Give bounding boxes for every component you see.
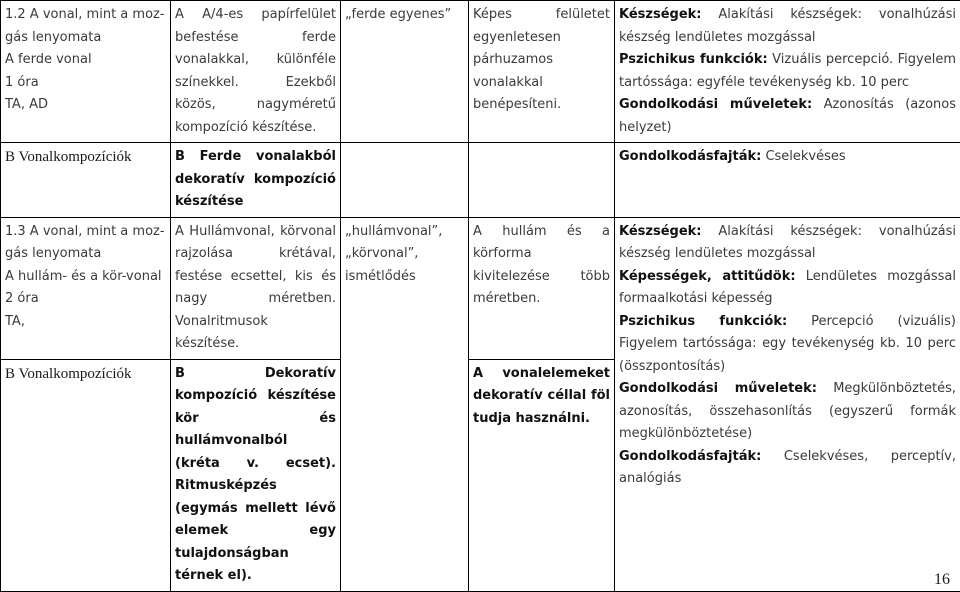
topic-line: 1.2 A vonal, mint a moz- bbox=[5, 4, 166, 27]
competency-text: Lendületes mozgással formaalkotási képesség bbox=[619, 269, 956, 307]
competency-item bbox=[619, 446, 956, 491]
competency-cell bbox=[615, 143, 960, 218]
outcome-cell bbox=[469, 143, 615, 218]
topic-line: A hullám- és a kör-vonal bbox=[5, 266, 166, 289]
competency-label: Készségek: bbox=[619, 224, 702, 239]
competency-item bbox=[619, 94, 956, 139]
competency-text: Percepció (vizuális) Figyelem tartóssága: egy tevékenység kb. 10 perc (összpontosítás) bbox=[619, 314, 956, 374]
outcome-cell bbox=[469, 217, 615, 359]
competency-text: Alakítási készségek: vonalhúzási készség lendületes mozgással bbox=[619, 7, 956, 45]
competency-item bbox=[619, 266, 956, 311]
topic-line: gás lenyomata bbox=[5, 243, 166, 266]
topic-line: TA, bbox=[5, 311, 166, 334]
activity-text: B Dekoratív kompozíció készítése kör és hullámvonalból (kréta v. ecset). Ritmusképzés (egymás mellett lévő elemek egy tulajdonságban térnek el). bbox=[175, 366, 336, 584]
activity-text: A Hullámvonal, körvonal rajzolása krétával, festése ecsettel, kis és nagy méretben. Vonalritmusok készítése. bbox=[175, 224, 336, 352]
topic-cell bbox=[1, 359, 171, 591]
concept-cell bbox=[341, 143, 469, 218]
competency-label: Gondolkodásfajták: bbox=[619, 149, 761, 164]
topic-line: 1.3 A vonal, mint a moz- bbox=[5, 221, 166, 244]
competency-label: Gondolkodásfajták: bbox=[619, 449, 761, 464]
activity-cell bbox=[171, 217, 341, 359]
topic-cell bbox=[1, 143, 171, 218]
topic-line: TA, AD bbox=[5, 94, 166, 117]
competency-label: Készségek: bbox=[619, 7, 702, 22]
concept-cell bbox=[341, 1, 469, 143]
outcome-text: Képes felületet egyenletesen párhuzamos vonalakkal benépesíteni. bbox=[473, 7, 610, 112]
competency-item bbox=[619, 4, 956, 49]
table-row bbox=[1, 1, 960, 143]
activity-cell bbox=[171, 1, 341, 143]
competency-cell bbox=[615, 217, 960, 591]
topic-line: gás lenyomata bbox=[5, 27, 166, 50]
activity-cell bbox=[171, 143, 341, 218]
activity-cell bbox=[171, 359, 341, 591]
competency-label: Pszichikus funkciók: bbox=[619, 52, 768, 67]
competency-text: Azonosítás (azonos helyzet) bbox=[619, 97, 956, 135]
outcome-cell bbox=[469, 1, 615, 143]
competency-label: Gondolkodási műveletek: bbox=[619, 381, 817, 396]
competency-text: Cselekvéses bbox=[761, 149, 845, 164]
topic-line: 2 óra bbox=[5, 288, 166, 311]
topic-text: B Vonalkompozíciók bbox=[5, 149, 132, 165]
competency-text: Megkülönböztetés, azonosítás, összehasonlítás (egyszerű formák megkülönböztetése) bbox=[619, 381, 956, 441]
competency-text: Vizuális percepció. Figyelem tartóssága: egyféle tevékenység kb. 10 perc bbox=[619, 52, 956, 90]
competency-cell bbox=[615, 1, 960, 143]
competency-item bbox=[619, 49, 956, 94]
topic-cell bbox=[1, 1, 171, 143]
outcome-cell bbox=[469, 359, 615, 591]
topic-cell bbox=[1, 217, 171, 359]
concept-text: „ferde egyenes” bbox=[345, 7, 451, 22]
concept-cell bbox=[341, 217, 469, 591]
competency-item bbox=[619, 221, 956, 266]
table-row bbox=[1, 143, 960, 218]
competency-text: Cselekvéses, perceptív, analógiás bbox=[619, 449, 956, 487]
concept-text: „hullámvonal”, „körvonal”, ismétlődés bbox=[345, 224, 442, 284]
competency-item bbox=[619, 146, 956, 169]
competency-text: Alakítási készségek: vonalhúzási készség lendületes mozgással bbox=[619, 224, 956, 262]
table-row bbox=[1, 217, 960, 359]
outcome-text: A vonalelemeket dekoratív céllal föl tudja használni. bbox=[473, 366, 610, 426]
topic-line: A ferde vonal bbox=[5, 49, 166, 72]
page-number: 16 bbox=[934, 571, 950, 589]
competency-label: Pszichikus funkciók: bbox=[619, 314, 787, 329]
topic-line: 1 óra bbox=[5, 72, 166, 95]
activity-text: A A/4-es papírfelület befestése ferde vonalakkal, különféle színekkel. Ezekből közös, nagyméretű kompozíció készítése. bbox=[175, 7, 336, 135]
competency-label: Képességek, attitűdök: bbox=[619, 269, 796, 284]
competency-item bbox=[619, 311, 956, 379]
competency-item bbox=[619, 378, 956, 446]
topic-text: B Vonalkompozíciók bbox=[5, 366, 132, 382]
activity-text: B Ferde vonalakból dekoratív kompozíció készítése bbox=[175, 149, 336, 209]
outcome-text: A hullám és a körforma kivitelezése több méretben. bbox=[473, 224, 610, 307]
competency-label: Gondolkodási műveletek: bbox=[619, 97, 812, 112]
